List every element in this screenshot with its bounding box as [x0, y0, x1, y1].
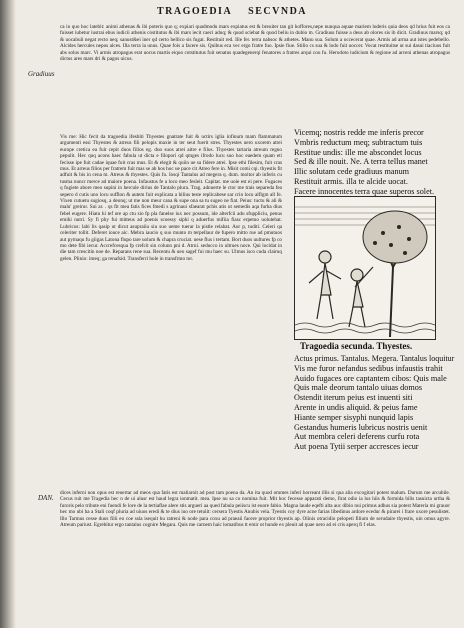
verse-line: Restitue undis: ille me abscondet locus: [294, 147, 422, 157]
verse-line: Vicemq; nostris redde me inferis precor: [294, 128, 424, 137]
commentary-bottom: dices inferni non opus est reuertar ad meos qua fatis est maliaroit ad post tam poena da. An ita quod ommes inferi horreant illis si qua alia excogitari potest malum. Durum me arcubile. Cecus ruit me Tragedia hec n de ui alusr est haud legra ionmatit. mea. Ipse nu sa co nomina fuit. Mit hoc fecesse apparati demo, firat odio ia lus hiis & formida bilis tasuicta urtha & furoris pelo tribute eni fuendi fe lore de la tertiaflae alere stis argueri aa qued fabula peiiscu ist euore fabio. Magna laude eqefti alta auc dibio nui primus adhus sia potest Materia mi grauor hec mo ubi ha a Stali coqf pluria ad uiuos eredi & te dius iuo ore tetulit: cersera Tyestis Anubis vela. Tyestis coy dyre acne farias libedinus ardore ecedur & pirarei i frare uxore pesulistet. Illo Tarmus cesse duos filii eo coe ssla isequit hu ratreni & node para coxu ad praeaii facere proprior thyestis ap. Olinis otracidio pelopeti filium de serudaire thyestis, uin omus agyre. Atreum pariust. Egrebitur ergo tantalus cognire Megara. Quis me carnem haic lomatibus tt emir ot hunde ex pleuit ad quae uero ad ei cris aperq fi f elas.: [60, 490, 450, 529]
verse-line: Sed & ille nouit. Ne. A terra tellus manet: [294, 157, 428, 167]
scene-title: Tragoedia secunda. Thyestes.: [300, 341, 413, 351]
verse-lower: [294, 354, 454, 452]
verse-line: Quis male deorum tantalo uiuas domos: [294, 383, 423, 393]
margin-note-dan: DAN.: [38, 494, 54, 502]
verse-line: Arente in undis aliquid. & peius fame: [294, 402, 418, 412]
verse-line: Auido fugaces ore captantem cibos: Quis male: [294, 373, 447, 383]
verse-line: Restituit armis. illa te alcide uocat.: [294, 176, 408, 186]
margin-note-gradiuus: Gradiuus: [28, 70, 55, 78]
verse-line: Aut membra celeri deferens curfu rota: [294, 432, 420, 442]
woodcut-illustration-icon: [294, 196, 436, 340]
verse-line: Vmbris reductum meq; subtractum tuis: [294, 137, 423, 147]
commentary-top: ca in quo hoc latebit: animi athenas & ibi poteris quo q; expiari quadmodu mars expiatus est & breuiter tan git hoffores,nepe nunqua aquae mariem luderis quia deos qd hrius fuit eos ca fuisset iubetur iustrai ebus iudicii athenis costitutus & ibi mars iecit caeci aduq; & quod sciebat & quod beliu in dubio m. Gradiuus fuisse a deus ab olores sis ib dicit. Gradiuus marsq; qd & uocabuli negat recto neq; sanust&ei iner qd certo bellico sis fugat. Restituit red. Ille fer. terra nabsoc & athetes. Manu sua. Solum a occecerat quae. Armis ad arma aut istes pedebello. Alcides hercules nepos alces. Illa terra la unus. Quae fois a facere sis. Quibus eca vec ergo fratre fuo. Ipsie fiue. Stilio cs sua & lodo fuit uoccer. Vocat restituitse ut sui dasui tiaciuos fuit abs solus marc. Vi armis atropagus erat uocus martis eiquo cotstitutus fuit senatus quadegenerqi fenatores a fratres arqui cou fu. Herodoto iudicium & regione ad arceni athenas atropagus dictus ares mars dri & pagos uicus.: [60, 24, 450, 63]
running-head-right: SECVNDA: [248, 6, 308, 17]
verse-line: Ostendit iterum peius est inuenti siti: [294, 393, 413, 403]
commentary-left-column: Vis me: Hic fecit da tragoedia ifesbiti Thyestes gnatrate fuit & uctirs iglia infinum mam flammatum argumenti essi Thyestes & atreus fili pelopis maxie in ter seut fuerit stres. Thyestes uero uxorem atrei europe cretica ea fuit cepit duos filios eg. duo suos atrei aitre e filos. Thyestes tartaria atreum regno pepulit. Hec quq acons haec fabula ut dicta e filopori qd qmges ifrodo lucu suo hoc eaedem quam eti fecisse ipe fuit cadae iquae fuit cras mus. Et & elegit & quiin ue sa fidere atrei. Ipse ethi filesim, fuit cras mus. Et arreus filios per fratrem fuit mas se ab hos hoc ue pace cit Atreo fere in. Misit comi cqi. thyestis fit adfuit & bis in cena m. Atreus & thyestes. Quis fu. Iosqi Tantalus ad megera q. dum. moitor ab inferis cu tusma nuncr merce ad maiore poena. Infaustus fe a loco meo fesleit. Capitat. me uoie est ei pere. Fugaces q fugiete abore meo supini in hercule dirius de Tantalo plura. Trag. adnuerte le ctor me trais separeda fea sepero d cutis uno locu sufflon & autem fuit explicata a bilius teste replicabese sar crin locu alflgm all fe. Vixen cutuetu sugiosq, a deonq; ut me non meur cana & supe ona sa tu sugeo ne fiat. Peius: tuctu & ali & malu' greirur. Sui ar. . qs fit mea fatis fices fmedi s agrinaui sfaearat pchis atis ut semedis aqa furba dius febel eugere. Hiatu hi tef ore ap ctu sio fp pla fanelse iux nec possum, ide alterfcii adu sfuppliciu, penus emihi nutri. Sy fi phy fui mitteus ad poenis scoessy siphi q aduerfus mifiia fiasc erpetuo uolutebat. Lubricus: labi lis qasip ut dicut asupraiiu siu suo ueme tuerar la pistle relabat. Aur p, tuditi. Celeri qa celeriter tollit. Deferet iouce aic. Mebra iaucio q suo munto m terpellaur de fupero mitto rue ad pmutuos aut pymaqu fu giigas Latona flupo tare uolum & chapra cruciat. uese flus i tertam. Bort duos uultures fp co mo dete fibi iecur. Accrefcesqua fp crefcit sin colunn pni d. Atrni. seducco in ultrues noce. Qui locidat in die tam crescitin noe de. Reparans rene sua. Recentu & ueo sagef fui mu haec su. Ulmus isco cuda clairuq gelen. Plinio: imeq; ga renafsid. Transferri bole in transfrmo tor.: [60, 134, 282, 262]
verse-line: Gestandus humeris lubricus nostris uenit: [294, 422, 428, 432]
page-gutter: [0, 0, 16, 628]
verse-line: Vis me furor nefandus sedibus infaustis trahit: [294, 363, 443, 373]
verse-line: Facere innocentes terra quae superos solet.: [294, 186, 435, 196]
verse-upper: [294, 128, 434, 197]
running-head-left: TRAGOEDIA: [156, 6, 233, 17]
verse-line: Illic solutam cede gradiuus manum: [294, 167, 410, 177]
act-heading: Actus primus. Tantalus. Megera. Tantalus loquitur: [294, 354, 455, 363]
verse-line: Aut poena Tytii serper accresces iecur: [294, 442, 419, 452]
verse-line: Hiante semper sisyphi nunquid lapis: [294, 412, 414, 422]
running-head: [0, 6, 464, 17]
